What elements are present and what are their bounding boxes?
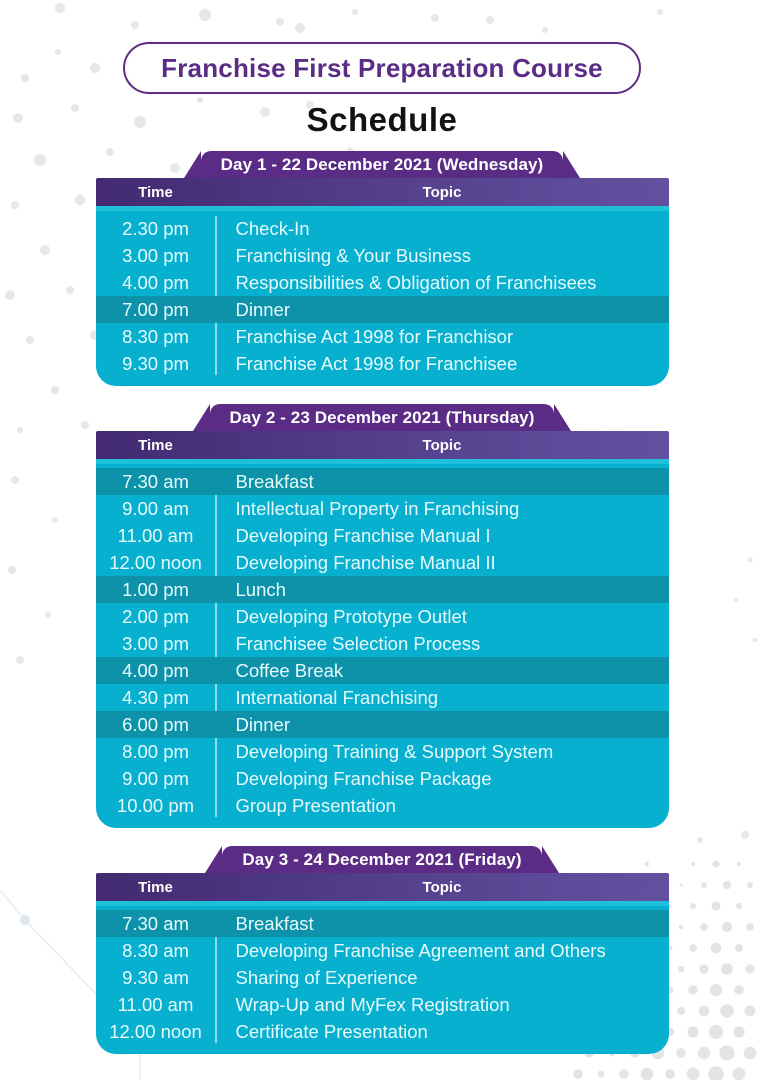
topic-cell: Developing Franchise Package <box>235 767 492 789</box>
time-cell: 4.00 pm <box>122 271 189 293</box>
table-row <box>96 937 669 964</box>
time-cell: 7.30 am <box>122 470 189 492</box>
time-cell: 7.30 am <box>122 912 189 934</box>
table-row <box>96 1018 669 1045</box>
table-row <box>96 468 669 495</box>
day-1-rows <box>96 215 669 377</box>
topic-cell: Intellectual Property in Franchising <box>235 497 520 519</box>
topic-cell: Dinner <box>235 713 290 735</box>
table-row <box>96 765 669 792</box>
topic-cell: Developing Franchise Agreement and Others <box>235 939 606 961</box>
topic-cell: Group Presentation <box>235 794 396 816</box>
table-row <box>96 242 669 269</box>
topic-cell: Developing Franchise Manual I <box>235 524 491 546</box>
time-cell: 10.00 pm <box>116 794 195 816</box>
time-cell: 9.00 pm <box>122 767 189 789</box>
day-3-tab-row <box>96 846 669 873</box>
time-cell: 8.30 pm <box>122 325 189 347</box>
time-cell: 9.30 pm <box>122 352 189 374</box>
topic-cell: Breakfast <box>235 912 314 934</box>
time-cell: 4.30 pm <box>122 686 189 708</box>
table-row <box>96 792 669 819</box>
table-row <box>96 350 669 377</box>
day-2-table-header <box>96 431 669 459</box>
topic-cell: Franchise Act 1998 for Franchisor <box>235 325 514 347</box>
topic-cell: Developing Prototype Outlet <box>235 605 467 627</box>
page-content <box>0 42 764 1054</box>
day-2-rows <box>96 468 669 819</box>
time-cell: 11.00 am <box>117 993 194 1015</box>
time-cell: 7.00 pm <box>122 298 189 320</box>
day-1-table-header <box>96 178 669 206</box>
table-row <box>96 576 669 603</box>
time-cell: 6.00 pm <box>122 713 189 735</box>
time-cell: 3.00 pm <box>122 244 189 266</box>
topic-cell: International Franchising <box>235 686 439 708</box>
time-cell: 8.30 am <box>122 939 189 961</box>
day-2-tab-row <box>96 404 669 431</box>
day-1-tab-row <box>96 151 669 178</box>
table-row <box>96 323 669 350</box>
time-cell: 8.00 pm <box>122 740 189 762</box>
course-title: Franchise First Preparation Course <box>161 52 603 83</box>
time-cell: 4.00 pm <box>122 659 189 681</box>
topic-cell: Sharing of Experience <box>235 966 418 988</box>
table-row <box>96 657 669 684</box>
topic-column-header: Topic <box>422 183 462 201</box>
table-row <box>96 630 669 657</box>
topic-cell: Franchise Act 1998 for Franchisee <box>235 352 518 374</box>
table-row <box>96 603 669 630</box>
time-cell: 12.00 noon <box>109 551 202 573</box>
table-row <box>96 991 669 1018</box>
topic-cell: Developing Franchise Manual II <box>235 551 496 573</box>
table-row <box>96 738 669 765</box>
topic-cell: Breakfast <box>235 470 314 492</box>
time-cell: 12.00 noon <box>109 1020 202 1042</box>
time-cell: 9.30 am <box>122 966 189 988</box>
time-cell: 1.00 pm <box>122 578 189 600</box>
table-row <box>96 296 669 323</box>
topic-cell: Check-In <box>235 217 310 239</box>
time-cell: 2.00 pm <box>122 605 189 627</box>
course-title-pill <box>123 42 641 94</box>
day-2-table-body <box>96 459 669 828</box>
table-row <box>96 522 669 549</box>
day-section-1 <box>96 151 669 386</box>
topic-cell: Franchisee Selection Process <box>235 632 481 654</box>
table-row <box>96 269 669 296</box>
day-section-2 <box>96 404 669 828</box>
time-cell: 3.00 pm <box>122 632 189 654</box>
day-3-table-header <box>96 873 669 901</box>
day-1-header: Day 1 - 22 December 2021 (Wednesday) <box>201 151 564 178</box>
time-cell: 9.00 am <box>122 497 189 519</box>
day-section-3 <box>96 846 669 1054</box>
time-cell: 2.30 pm <box>122 217 189 239</box>
topic-cell: Wrap-Up and MyFex Registration <box>235 993 510 1015</box>
topic-cell: Franchising & Your Business <box>235 244 471 266</box>
time-cell: 11.00 am <box>117 524 194 546</box>
topic-column-header: Topic <box>422 878 462 896</box>
table-row <box>96 684 669 711</box>
page-title: Schedule <box>306 101 458 138</box>
time-column-header: Time <box>138 878 173 896</box>
day-1-table-body <box>96 206 669 386</box>
time-column-header: Time <box>138 436 173 454</box>
table-row <box>96 495 669 522</box>
table-row <box>96 910 669 937</box>
table-row <box>96 215 669 242</box>
topic-cell: Lunch <box>235 578 286 600</box>
topic-cell: Dinner <box>235 298 290 320</box>
table-row <box>96 711 669 738</box>
topic-cell: Coffee Break <box>235 659 344 681</box>
topic-cell: Responsibilities & Obligation of Franchisees <box>235 271 597 293</box>
time-column-header: Time <box>138 183 173 201</box>
topic-cell: Developing Training & Support System <box>235 740 554 762</box>
day-3-header: Day 3 - 24 December 2021 (Friday) <box>222 846 541 873</box>
table-row <box>96 549 669 576</box>
day-3-table-body <box>96 901 669 1054</box>
topic-column-header: Topic <box>422 436 462 454</box>
topic-cell: Certificate Presentation <box>235 1020 428 1042</box>
table-row <box>96 964 669 991</box>
day-2-header: Day 2 - 23 December 2021 (Thursday) <box>210 404 555 431</box>
day-3-rows <box>96 910 669 1045</box>
